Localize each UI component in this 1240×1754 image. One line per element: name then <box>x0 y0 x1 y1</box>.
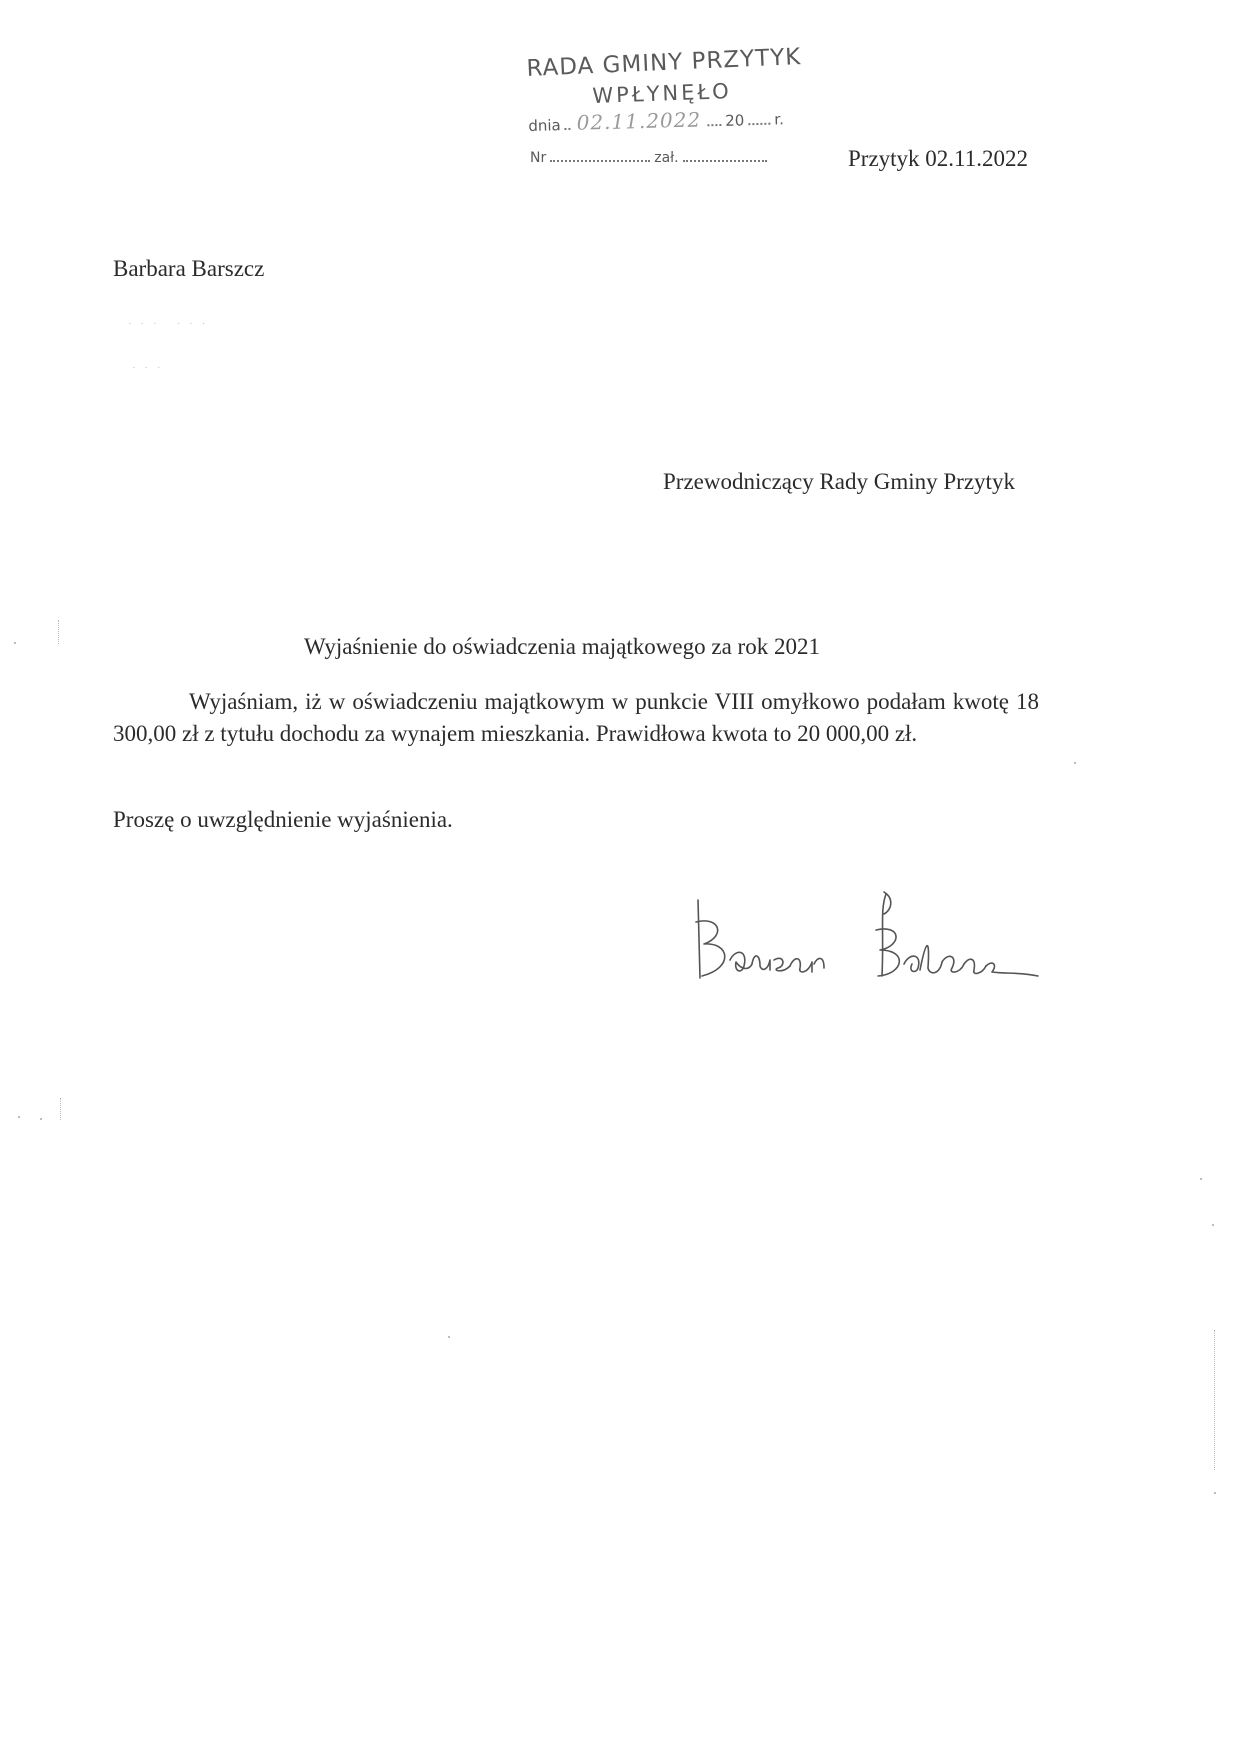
scan-speck <box>1200 1178 1202 1180</box>
stamp-number-row <box>530 150 771 166</box>
scan-artifact <box>58 620 59 644</box>
scan-artifact-right <box>1214 1330 1215 1470</box>
stamp-date-handwritten: 02.11.2022 <box>576 107 702 135</box>
stamp-title: RADA GMINY PRZYTYK <box>526 44 802 82</box>
stamp-attachments-label: zał. <box>654 150 679 166</box>
letter-subject: Wyjaśnienie do oświadczenia majątkowego za rok 2021 <box>304 634 820 659</box>
scan-speck <box>40 1118 42 1120</box>
handwritten-signature <box>690 880 1090 990</box>
scan-speck <box>1212 1224 1214 1226</box>
sender-name: Barbara Barszcz <box>113 256 265 281</box>
stamp-attachments-dots <box>683 159 767 162</box>
scan-speck <box>1074 762 1076 764</box>
scan-speck <box>1214 1492 1216 1494</box>
stamp-received-label: WPŁYNĘŁO <box>592 79 733 108</box>
stamp-year-suffix: r. <box>774 110 785 129</box>
place-date: Przytyk 02.11.2022 <box>848 146 1028 171</box>
letter-closing: Proszę o uwzględnienie wyjaśnienia. <box>113 807 453 832</box>
letter-body: Wyjaśniam, iż w oświadczeniu majątkowym w punkcie VIII omyłkowo podałam kwotę 18 300,00 zł z tytułu dochodu za wynajem mieszkania. Prawidłowa kwota to 20 000,00 zł. <box>113 689 1039 746</box>
redacted-address-line-1: · · · · · · <box>128 318 209 330</box>
stamp-date-label: dnia <box>528 116 561 135</box>
redacted-address-line-2: · · · <box>132 362 164 374</box>
scan-artifact <box>60 1098 61 1120</box>
stamp-date-dots-2 <box>707 123 721 126</box>
stamp-nr-label: Nr <box>530 150 547 166</box>
scan-speck <box>448 1336 450 1338</box>
scan-speck <box>14 642 16 644</box>
stamp-date-dots <box>565 127 571 130</box>
stamp-year-dots <box>748 122 770 126</box>
scan-speck <box>18 1116 20 1118</box>
addressee: Przewodniczący Rady Gminy Przytyk <box>663 469 1015 494</box>
stamp-year-label: 20 <box>724 111 745 130</box>
stamp-nr-dots <box>550 159 650 162</box>
